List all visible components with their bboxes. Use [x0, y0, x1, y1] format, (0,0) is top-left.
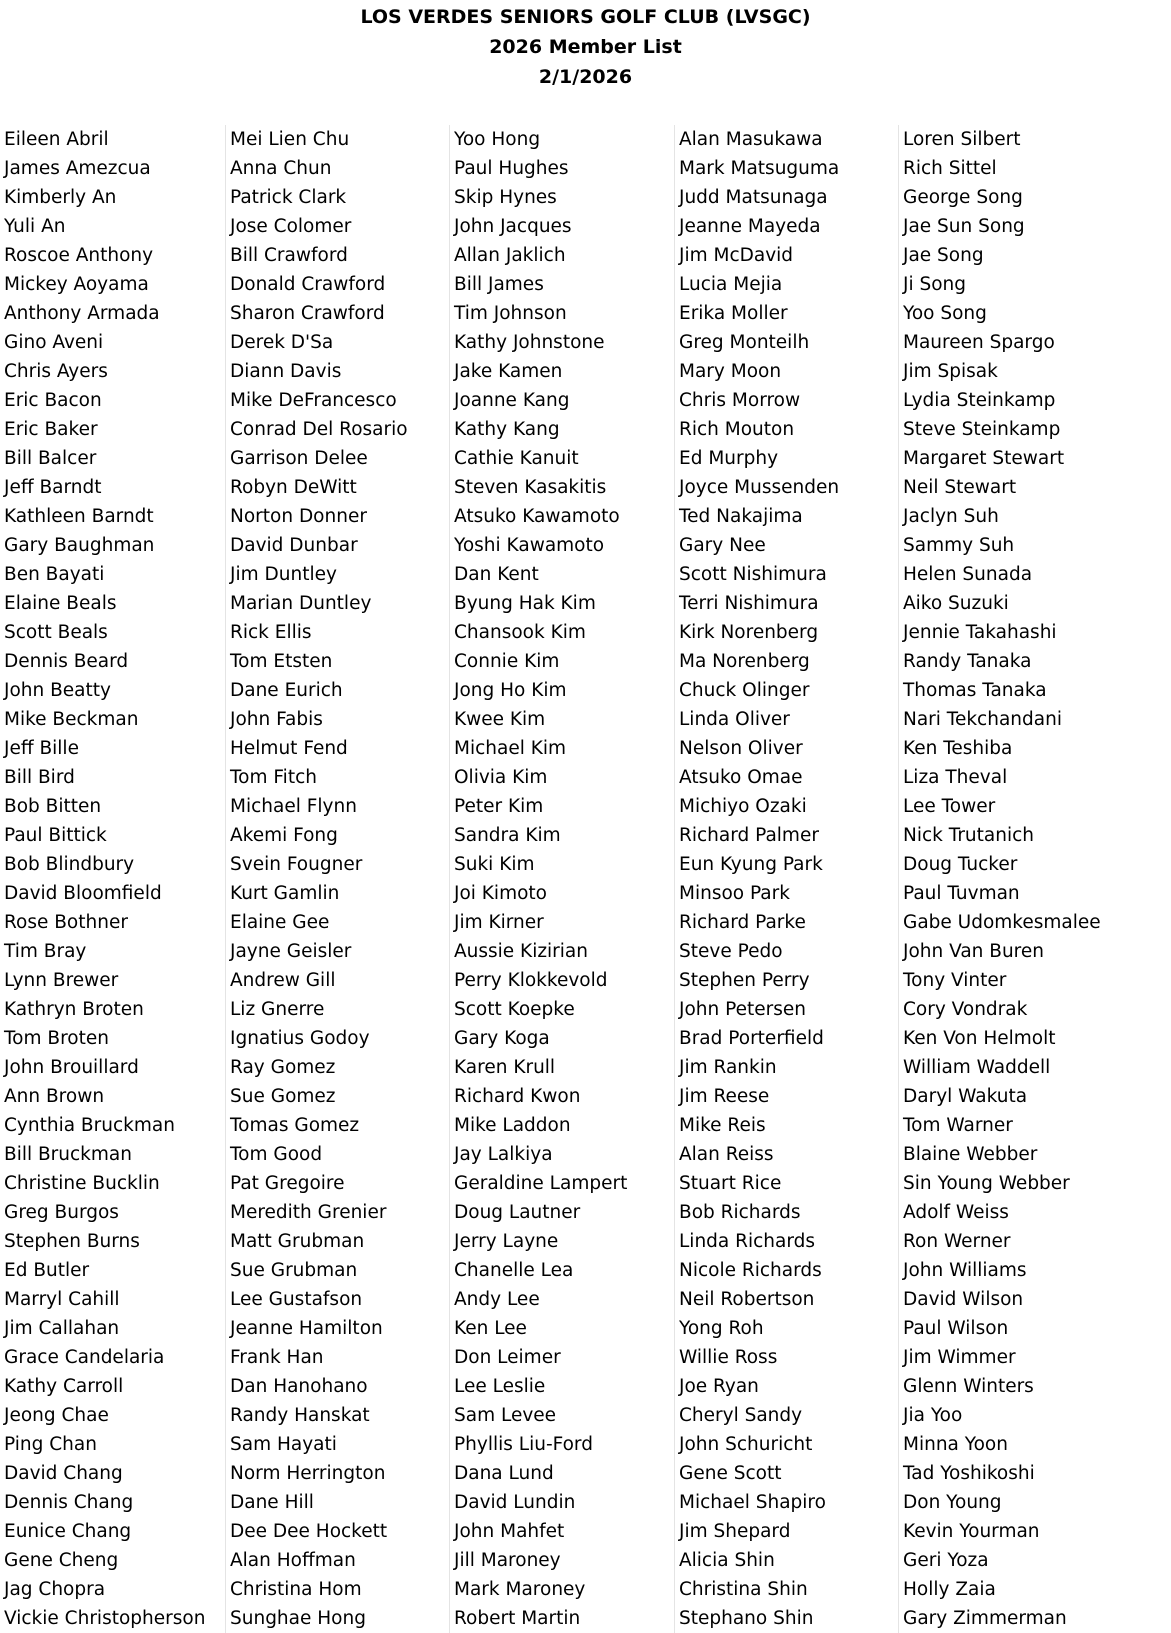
member-name: Judd Matsunaga: [679, 187, 828, 208]
member-name: Elaine Beals: [4, 593, 117, 614]
member-name: Roscoe Anthony: [4, 245, 154, 266]
member-name: Sue Grubman: [230, 1260, 358, 1281]
member-name: Eileen Abril: [4, 129, 109, 150]
member-column-4: [674, 125, 908, 1633]
member-column-2: [225, 125, 459, 1633]
member-name: Tom Good: [230, 1144, 323, 1165]
member-name: Bill Bruckman: [4, 1144, 132, 1165]
member-name: Elaine Gee: [230, 912, 330, 933]
member-name: Atsuko Omae: [679, 767, 803, 788]
member-name: Connie Kim: [454, 651, 560, 672]
member-name: Jeff Bille: [4, 738, 79, 759]
member-name: Mary Moon: [679, 361, 782, 382]
member-name: Yoshi Kawamoto: [454, 535, 605, 556]
member-name: Aussie Kizirian: [454, 941, 588, 962]
member-name: Paul Tuvman: [903, 883, 1020, 904]
member-name: John Van Buren: [903, 941, 1044, 962]
member-name: Garrison Delee: [230, 448, 368, 469]
member-column-5: [898, 125, 1132, 1633]
member-name: Minna Yoon: [903, 1434, 1008, 1455]
member-name: Minsoo Park: [679, 883, 790, 904]
member-name: Jay Lalkiya: [454, 1144, 553, 1165]
member-name: Dennis Chang: [4, 1492, 134, 1513]
member-name: Tim Johnson: [454, 303, 567, 324]
member-name: Steven Kasakitis: [454, 477, 607, 498]
member-name: Bob Richards: [679, 1202, 801, 1223]
member-name: Chansook Kim: [454, 622, 586, 643]
member-name: Christina Hom: [230, 1579, 362, 1600]
member-name: Brad Porterfield: [679, 1028, 824, 1049]
member-name: Lucia Mejia: [679, 274, 783, 295]
member-name: Jim Spisak: [903, 361, 998, 382]
member-name: Jong Ho Kim: [454, 680, 567, 701]
member-name: Ed Murphy: [679, 448, 779, 469]
member-name: Stephen Perry: [679, 970, 810, 991]
member-name: Paul Bittick: [4, 825, 107, 846]
list-subtitle: 2026 Member List: [489, 36, 682, 58]
member-name: Perry Klokkevold: [454, 970, 608, 991]
member-name: Gino Aveni: [4, 332, 104, 353]
member-name: Skip Hynes: [454, 187, 557, 208]
member-name: Neil Stewart: [903, 477, 1017, 498]
member-name: Cynthia Bruckman: [4, 1115, 175, 1136]
member-name: Joyce Mussenden: [679, 477, 840, 498]
member-name: John Brouillard: [4, 1057, 139, 1078]
member-name: Phyllis Liu-Ford: [454, 1434, 593, 1455]
member-name: Christine Bucklin: [4, 1173, 160, 1194]
member-name: Joanne Kang: [454, 390, 570, 411]
member-name: George Song: [903, 187, 1023, 208]
member-column-3: [449, 125, 683, 1633]
member-name: Jae Sun Song: [903, 216, 1025, 237]
member-name: Yong Roh: [679, 1318, 764, 1339]
member-name: Byung Hak Kim: [454, 593, 596, 614]
member-name: James Amezcua: [4, 158, 151, 179]
member-name: Doug Tucker: [903, 854, 1018, 875]
member-name: Richard Kwon: [454, 1086, 581, 1107]
member-name: Jerry Layne: [454, 1231, 559, 1252]
member-name: Blaine Webber: [903, 1144, 1038, 1165]
member-name: Kwee Kim: [454, 709, 546, 730]
member-name: Jake Kamen: [454, 361, 563, 382]
member-name: Aiko Suzuki: [903, 593, 1009, 614]
member-name: Eric Baker: [4, 419, 98, 440]
member-name: Gene Cheng: [4, 1550, 119, 1571]
member-name: John Petersen: [679, 999, 806, 1020]
member-name: Meredith Grenier: [230, 1202, 387, 1223]
member-name: Randy Hanskat: [230, 1405, 370, 1426]
member-name: Sammy Suh: [903, 535, 1015, 556]
member-name: Conrad Del Rosario: [230, 419, 408, 440]
member-name: Jose Colomer: [230, 216, 352, 237]
member-name: Dane Hill: [230, 1492, 314, 1513]
member-name: Bill James: [454, 274, 544, 295]
member-name: Holly Zaia: [903, 1579, 996, 1600]
member-name: Kathy Kang: [454, 419, 560, 440]
member-name: Mike Beckman: [4, 709, 139, 730]
member-name: Ma Norenberg: [679, 651, 810, 672]
member-name: Greg Monteilh: [679, 332, 810, 353]
member-name: Gary Nee: [679, 535, 766, 556]
member-name: Ed Butler: [4, 1260, 90, 1281]
member-name: Rick Ellis: [230, 622, 312, 643]
member-name: Anthony Armada: [4, 303, 160, 324]
member-name: Matt Grubman: [230, 1231, 365, 1252]
member-name: Sunghae Hong: [230, 1608, 366, 1629]
member-name: David Wilson: [903, 1289, 1024, 1310]
member-name: Jag Chopra: [4, 1579, 106, 1600]
member-name: John Beatty: [4, 680, 111, 701]
member-name: Joe Ryan: [679, 1376, 759, 1397]
member-name: Patrick Clark: [230, 187, 347, 208]
document-header: [0, 2, 1171, 92]
member-name: Vickie Christopherson: [4, 1608, 206, 1629]
member-name: Alan Reiss: [679, 1144, 774, 1165]
member-name: Mike DeFrancesco: [230, 390, 397, 411]
member-name: Yoo Hong: [454, 129, 541, 150]
member-name: Sue Gomez: [230, 1086, 336, 1107]
member-name: Steve Steinkamp: [903, 419, 1061, 440]
member-name: Mike Reis: [679, 1115, 766, 1136]
member-name: Ignatius Godoy: [230, 1028, 370, 1049]
member-name: Ken Teshiba: [903, 738, 1013, 759]
member-name: Michiyo Ozaki: [679, 796, 807, 817]
member-name: Ray Gomez: [230, 1057, 336, 1078]
member-name: Tim Bray: [4, 941, 87, 962]
member-name: Chanelle Lea: [454, 1260, 574, 1281]
member-name: Marian Duntley: [230, 593, 372, 614]
member-name: Anna Chun: [230, 158, 332, 179]
member-name: Bill Crawford: [230, 245, 348, 266]
member-name: Rose Bothner: [4, 912, 128, 933]
member-name: Sin Young Webber: [903, 1173, 1070, 1194]
member-name: Gene Scott: [679, 1463, 782, 1484]
member-name: Maureen Spargo: [903, 332, 1055, 353]
member-name: John Schuricht: [679, 1434, 813, 1455]
member-name: Paul Wilson: [903, 1318, 1009, 1339]
member-name: Ping Chan: [4, 1434, 97, 1455]
member-name: Norton Donner: [230, 506, 367, 527]
member-name: Neil Robertson: [679, 1289, 815, 1310]
member-name: Chuck Olinger: [679, 680, 810, 701]
member-name: Jeanne Mayeda: [679, 216, 821, 237]
member-name: Geraldine Lampert: [454, 1173, 628, 1194]
member-name: Ben Bayati: [4, 564, 105, 585]
member-name: Jae Song: [903, 245, 984, 266]
member-name: Ken Von Helmolt: [903, 1028, 1056, 1049]
member-name: Jim Shepard: [679, 1521, 791, 1542]
member-name: Allan Jaklich: [454, 245, 566, 266]
member-name: Lynn Brewer: [4, 970, 119, 991]
member-name: Atsuko Kawamoto: [454, 506, 620, 527]
member-name: Don Young: [903, 1492, 1002, 1513]
member-name: Grace Candelaria: [4, 1347, 165, 1368]
member-name: Terri Nishimura: [679, 593, 819, 614]
member-name: Lee Tower: [903, 796, 996, 817]
member-name: Jim Rankin: [679, 1057, 777, 1078]
member-name: Michael Flynn: [230, 796, 357, 817]
member-name: Steve Pedo: [679, 941, 783, 962]
member-name: Dennis Beard: [4, 651, 129, 672]
member-name: Tom Warner: [903, 1115, 1013, 1136]
member-name: Gary Koga: [454, 1028, 550, 1049]
member-name: Greg Burgos: [4, 1202, 119, 1223]
member-name: Kevin Yourman: [903, 1521, 1040, 1542]
member-name: Tom Broten: [4, 1028, 109, 1049]
member-column-1: [0, 125, 234, 1633]
member-name: Jaclyn Suh: [903, 506, 999, 527]
member-name: Jim Callahan: [4, 1318, 120, 1339]
member-name: Scott Koepke: [454, 999, 575, 1020]
member-name: Margaret Stewart: [903, 448, 1065, 469]
member-name: Jennie Takahashi: [903, 622, 1057, 643]
member-name: Chris Morrow: [679, 390, 801, 411]
member-name: Michael Shapiro: [679, 1492, 826, 1513]
member-name: Andy Lee: [454, 1289, 540, 1310]
member-name: Kathleen Barndt: [4, 506, 154, 527]
member-name: Linda Oliver: [679, 709, 790, 730]
member-name: Lee Gustafson: [230, 1289, 363, 1310]
member-name: Rich Sittel: [903, 158, 997, 179]
member-name: Sam Levee: [454, 1405, 557, 1426]
member-name: Marryl Cahill: [4, 1289, 120, 1310]
member-name: Yoo Song: [903, 303, 987, 324]
member-name: Ted Nakajima: [679, 506, 803, 527]
member-name: Christina Shin: [679, 1579, 808, 1600]
member-name: Robert Martin: [454, 1608, 581, 1629]
member-name: Richard Parke: [679, 912, 806, 933]
member-name: Kimberly An: [4, 187, 117, 208]
member-name: Tom Etsten: [230, 651, 333, 672]
member-name: Loren Silbert: [903, 129, 1021, 150]
member-name: Geri Yoza: [903, 1550, 989, 1571]
member-name: Randy Tanaka: [903, 651, 1032, 672]
member-name: Mickey Aoyama: [4, 274, 149, 295]
member-name: Stephen Burns: [4, 1231, 140, 1252]
member-name: Bob Blindbury: [4, 854, 135, 875]
member-name: Karen Krull: [454, 1057, 556, 1078]
member-name: Bob Bitten: [4, 796, 102, 817]
member-name: Kirk Norenberg: [679, 622, 819, 643]
member-name: Jeanne Hamilton: [230, 1318, 383, 1339]
member-name: Joi Kimoto: [454, 883, 547, 904]
member-name: Kathy Carroll: [4, 1376, 124, 1397]
member-name: Scott Beals: [4, 622, 108, 643]
member-name: Jim McDavid: [679, 245, 794, 266]
member-name: Andrew Gill: [230, 970, 336, 991]
member-name: Erika Moller: [679, 303, 788, 324]
member-name: Richard Palmer: [679, 825, 819, 846]
member-name: Alicia Shin: [679, 1550, 775, 1571]
member-name: Mei Lien Chu: [230, 129, 350, 150]
member-name: Gabe Udomkesmalee: [903, 912, 1101, 933]
club-title: LOS VERDES SENIORS GOLF CLUB (LVSGC): [360, 6, 811, 28]
member-name: Tad Yoshikoshi: [903, 1463, 1035, 1484]
member-name: Cheryl Sandy: [679, 1405, 803, 1426]
member-name: David Lundin: [454, 1492, 576, 1513]
member-name: Sharon Crawford: [230, 303, 385, 324]
member-name: David Dunbar: [230, 535, 358, 556]
member-name: Ann Brown: [4, 1086, 105, 1107]
member-name: Glenn Winters: [903, 1376, 1034, 1397]
member-name: Dee Dee Hockett: [230, 1521, 388, 1542]
member-name: Stephano Shin: [679, 1608, 814, 1629]
member-name: Yuli An: [4, 216, 66, 237]
member-name: Gary Zimmerman: [903, 1608, 1067, 1629]
member-name: Kathy Johnstone: [454, 332, 605, 353]
member-name: Donald Crawford: [230, 274, 386, 295]
member-name: Don Leimer: [454, 1347, 561, 1368]
member-name: Norm Herrington: [230, 1463, 386, 1484]
member-name: Eunice Chang: [4, 1521, 132, 1542]
member-name: Eun Kyung Park: [679, 854, 823, 875]
member-name: Olivia Kim: [454, 767, 548, 788]
member-name: Dane Eurich: [230, 680, 343, 701]
member-name: William Waddell: [903, 1057, 1051, 1078]
member-name: Tom Fitch: [230, 767, 317, 788]
member-name: Ji Song: [903, 274, 967, 295]
member-name: Helmut Fend: [230, 738, 348, 759]
member-columns: [0, 125, 1171, 1633]
member-name: Jim Duntley: [230, 564, 337, 585]
member-name: Mike Laddon: [454, 1115, 571, 1136]
member-name: Ron Werner: [903, 1231, 1011, 1252]
member-name: Tomas Gomez: [230, 1115, 360, 1136]
member-name: Cory Vondrak: [903, 999, 1028, 1020]
member-name: Suki Kim: [454, 854, 535, 875]
member-name: Alan Masukawa: [679, 129, 823, 150]
member-name: John Fabis: [230, 709, 323, 730]
member-name: Ken Lee: [454, 1318, 527, 1339]
member-name: Bill Balcer: [4, 448, 97, 469]
member-name: Akemi Fong: [230, 825, 338, 846]
member-name: Liza Theval: [903, 767, 1008, 788]
member-name: John Williams: [903, 1260, 1027, 1281]
member-name: Helen Sunada: [903, 564, 1033, 585]
member-name: Eric Bacon: [4, 390, 102, 411]
member-name: Jim Reese: [679, 1086, 770, 1107]
member-name: Dana Lund: [454, 1463, 554, 1484]
member-name: Gary Baughman: [4, 535, 155, 556]
member-name: Jim Wimmer: [903, 1347, 1016, 1368]
member-name: Dan Kent: [454, 564, 539, 585]
member-name: Bill Bird: [4, 767, 75, 788]
member-name: Linda Richards: [679, 1231, 816, 1252]
member-name: Daryl Wakuta: [903, 1086, 1028, 1107]
member-name: Scott Nishimura: [679, 564, 827, 585]
member-name: Jia Yoo: [903, 1405, 963, 1426]
member-name: Mark Matsuguma: [679, 158, 840, 179]
member-name: Sandra Kim: [454, 825, 561, 846]
member-name: Doug Lautner: [454, 1202, 581, 1223]
member-name: Diann Davis: [230, 361, 342, 382]
member-name: Jeff Barndt: [4, 477, 102, 498]
member-name: Willie Ross: [679, 1347, 778, 1368]
member-name: Michael Kim: [454, 738, 567, 759]
member-name: Peter Kim: [454, 796, 544, 817]
member-name: Lee Leslie: [454, 1376, 546, 1397]
member-name: Liz Gnerre: [230, 999, 325, 1020]
member-name: Sam Hayati: [230, 1434, 337, 1455]
member-name: Derek D'Sa: [230, 332, 334, 353]
member-name: Dan Hanohano: [230, 1376, 368, 1397]
member-name: Adolf Weiss: [903, 1202, 1009, 1223]
member-name: Rich Mouton: [679, 419, 795, 440]
member-name: Chris Ayers: [4, 361, 108, 382]
member-name: Svein Fougner: [230, 854, 363, 875]
member-name: Nick Trutanich: [903, 825, 1035, 846]
member-name: Jayne Geisler: [230, 941, 352, 962]
member-name: Kathryn Broten: [4, 999, 144, 1020]
member-name: Jim Kirner: [454, 912, 544, 933]
member-name: Nelson Oliver: [679, 738, 803, 759]
member-name: John Mahfet: [454, 1521, 565, 1542]
member-name: Frank Han: [230, 1347, 324, 1368]
member-name: Alan Hoffman: [230, 1550, 356, 1571]
member-name: John Jacques: [454, 216, 572, 237]
list-date: 2/1/2026: [538, 66, 633, 88]
member-name: Paul Hughes: [454, 158, 569, 179]
member-name: Jill Maroney: [454, 1550, 561, 1571]
member-name: Tony Vinter: [903, 970, 1007, 991]
member-name: Mark Maroney: [454, 1579, 586, 1600]
member-name: Nicole Richards: [679, 1260, 822, 1281]
member-name: David Chang: [4, 1463, 123, 1484]
member-name: Thomas Tanaka: [903, 680, 1047, 701]
member-name: David Bloomfield: [4, 883, 162, 904]
member-name: Jeong Chae: [4, 1405, 109, 1426]
member-name: Pat Gregoire: [230, 1173, 345, 1194]
member-name: Lydia Steinkamp: [903, 390, 1056, 411]
member-name: Cathie Kanuit: [454, 448, 579, 469]
member-name: Kurt Gamlin: [230, 883, 340, 904]
member-name: Stuart Rice: [679, 1173, 782, 1194]
member-name: Nari Tekchandani: [903, 709, 1062, 730]
member-name: Robyn DeWitt: [230, 477, 357, 498]
